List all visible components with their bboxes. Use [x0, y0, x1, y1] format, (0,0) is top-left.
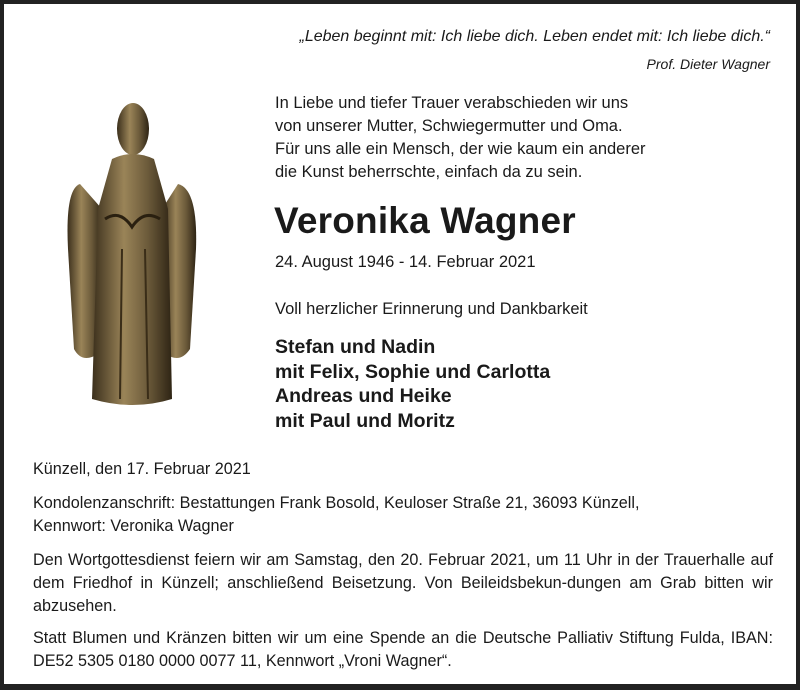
family-line: mit Felix, Sophie und Carlotta: [275, 360, 551, 383]
family-list: [275, 335, 550, 433]
memory-line: Voll herzlicher Erinnerung und Dankbarkeit: [275, 300, 588, 318]
obituary-notice: [4, 4, 796, 684]
condolence-line: Kennwort: Veronika Wagner: [33, 517, 234, 535]
family-line: Stefan und Nadin: [275, 336, 436, 358]
intro-line: von unserer Mutter, Schwiegermutter und Oma.: [275, 117, 623, 135]
life-dates: 24. August 1946 - 14. Februar 2021: [275, 253, 536, 271]
donation-info: Statt Blumen und Kränzen bitten wir um eine Spende an die Deutsche Palliativ Stiftung Fulda, IBAN: DE52 5305 0180 0000 0077 11, Kennwort „Vroni Wagner“.: [33, 629, 773, 670]
family-line: Andreas und Heike: [275, 385, 452, 407]
deceased-name: Veronika Wagner: [274, 200, 576, 241]
service-info: Den Wortgottesdienst feiern wir am Samstag, den 20. Februar 2021, um 11 Uhr in der Trauerhalle auf dem Friedhof in Künzell; anschließend Beisetzung. Von Beileidsbekun-dungen am Grab bitten wir abzusehen.: [33, 551, 773, 615]
quote-author: Prof. Dieter Wagner: [646, 56, 770, 72]
condolence-address: [33, 492, 773, 538]
angel-figure-image: [60, 99, 210, 429]
family-line: mit Paul und Moritz: [275, 409, 455, 432]
intro-line: Für uns alle ein Mensch, der wie kaum ein anderer: [275, 140, 646, 158]
condolence-line: Kondolenzanschrift: Bestattungen Frank Bosold, Keuloser Straße 21, 36093 Künzell,: [33, 494, 640, 512]
intro-line: die Kunst beherrschte, einfach da zu sein.: [275, 163, 583, 181]
intro-line: In Liebe und tiefer Trauer verabschieden wir uns: [275, 94, 629, 112]
place-date: Künzell, den 17. Februar 2021: [33, 460, 251, 478]
intro-text: [275, 92, 646, 184]
quote: „Leben beginnt mit: Ich liebe dich. Leben endet mit: Ich liebe dich.“: [299, 28, 770, 45]
